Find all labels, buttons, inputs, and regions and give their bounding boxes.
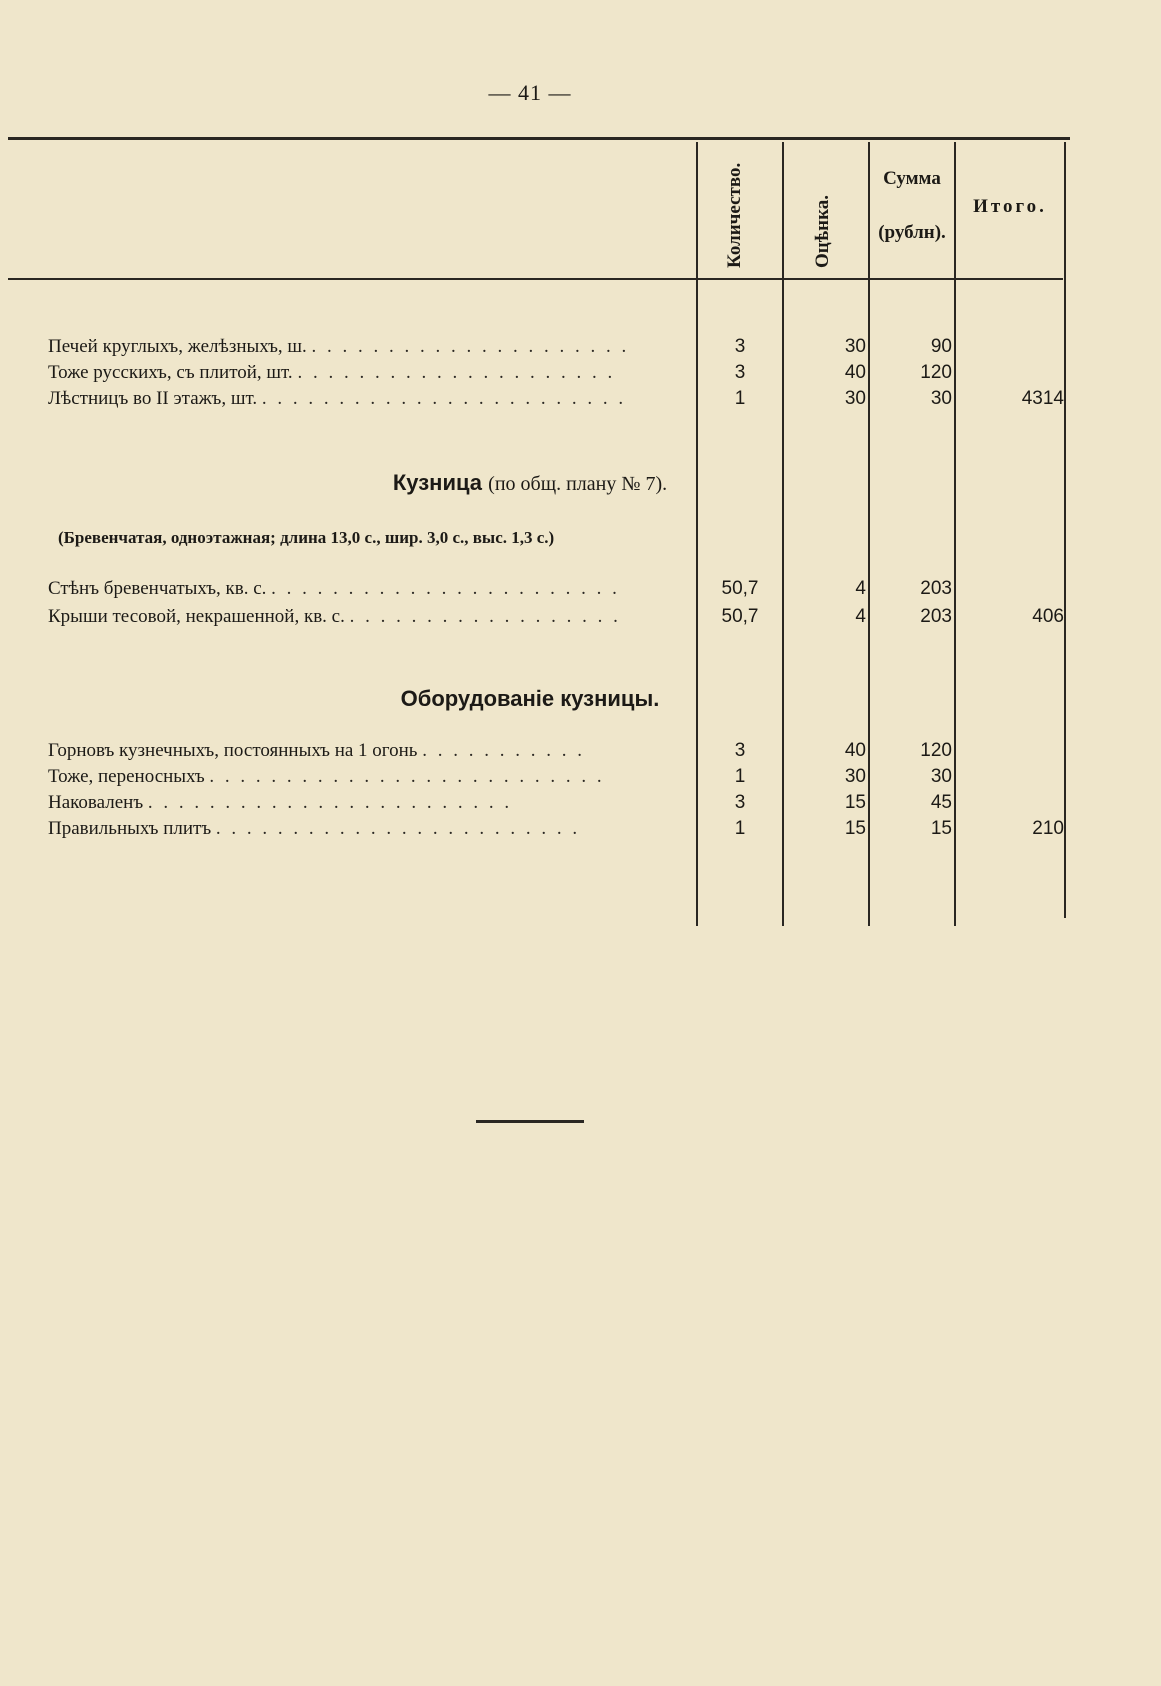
row-rate: 4 — [855, 606, 866, 627]
row-rate: 40 — [844, 740, 866, 761]
row-rate: 30 — [844, 388, 866, 409]
smithy-title-note: (по общ. плану № 7). — [488, 473, 668, 495]
table-row — [0, 388, 1070, 414]
table-row — [0, 578, 1070, 604]
row-rate: 4 — [855, 578, 866, 599]
leader-dots: . . . . . . . . . . . . . . . . . . . . . . . . — [261, 388, 627, 409]
row-qty: 50,7 — [721, 606, 759, 627]
row-label: Горновъ кузнечныхъ, постоянныхъ на 1 огонь — [48, 740, 418, 761]
page-number: — 41 — — [488, 80, 572, 105]
table-top-rule — [8, 137, 1070, 140]
end-rule — [476, 1120, 584, 1123]
row-qty: 1 — [734, 766, 746, 787]
smithy-subtitle: (Бревенчатая, одноэтажная; длина 13,0 с., шир. 3,0 с., выс. 1,3 с.) — [58, 528, 555, 547]
row-rate: 15 — [844, 792, 866, 813]
row-qty: 3 — [734, 336, 746, 357]
row-rate: 30 — [844, 766, 866, 787]
header-total: Итого. — [973, 196, 1047, 217]
row-label: Правильныхъ плитъ — [48, 818, 212, 839]
section-title-smithy — [0, 470, 1060, 496]
section-title-equipment: Оборудованіе кузницы. — [400, 686, 660, 711]
row-qty: 3 — [734, 792, 746, 813]
row-qty: 1 — [734, 818, 746, 839]
leader-dots: . . . . . . . . . . . . . . . . . . — [349, 606, 621, 627]
row-sum: 203 — [920, 606, 952, 627]
header-sum-line2: (рублн). — [878, 222, 946, 243]
table-row — [0, 740, 1070, 766]
leader-dots: . . . . . . . . . . . . . . . . . . . . . . . . . . — [209, 766, 605, 787]
row-sum: 30 — [930, 766, 952, 787]
row-sum: 120 — [920, 740, 952, 761]
row-sum: 30 — [930, 388, 952, 409]
table-header-rule — [8, 278, 1063, 280]
row-label: Тоже, переносныхъ — [48, 766, 205, 787]
row-label: Печей круглыхъ, желѣзныхъ, ш. — [48, 336, 307, 357]
leader-dots: . . . . . . . . . . . . . . . . . . . . . — [297, 362, 616, 383]
row-qty: 3 — [734, 740, 746, 761]
table-row — [0, 362, 1070, 388]
row-label: Лѣстницъ во II этажъ, шт. — [48, 388, 258, 409]
row-rate: 30 — [844, 336, 866, 357]
row-sum: 120 — [920, 362, 952, 383]
leader-dots: . . . . . . . . . . . . . . . . . . . . . — [311, 336, 630, 357]
table-row — [0, 606, 1070, 632]
leader-dots: . . . . . . . . . . . . . . . . . . . . . . . — [271, 578, 620, 599]
row-rate: 15 — [844, 818, 866, 839]
header-rate: Оцѣнка. — [812, 195, 833, 268]
row-total: 210 — [1032, 818, 1064, 839]
table-row — [0, 766, 1070, 792]
row-label: Тоже русскихъ, съ плитой, шт. — [48, 362, 293, 383]
row-sum: 15 — [930, 818, 952, 839]
row-rate: 40 — [844, 362, 866, 383]
row-qty: 1 — [734, 388, 746, 409]
row-sum: 90 — [930, 336, 952, 357]
row-total: 406 — [1032, 606, 1064, 627]
header-quantity: Количество. — [724, 162, 745, 268]
smithy-title: Кузница — [392, 470, 483, 495]
row-total: 4314 — [1021, 388, 1064, 409]
table-row — [0, 818, 1070, 844]
row-sum: 45 — [930, 792, 952, 813]
row-label: Наковаленъ — [48, 792, 144, 813]
table-row — [0, 792, 1070, 818]
leader-dots: . . . . . . . . . . . — [422, 740, 585, 761]
leader-dots: . . . . . . . . . . . . . . . . . . . . . . . . — [215, 818, 581, 839]
leader-dots: . . . . . . . . . . . . . . . . . . . . . . . . — [147, 792, 513, 813]
row-qty: 50,7 — [721, 578, 759, 599]
row-label: Стѣнъ бревенчатыхъ, кв. с. — [48, 578, 267, 599]
row-qty: 3 — [734, 362, 746, 383]
table-row — [0, 336, 1070, 362]
row-label: Крыши тесовой, некрашенной, кв. с. — [48, 606, 345, 627]
row-sum: 203 — [920, 578, 952, 599]
header-sum-line1: Сумма — [883, 168, 941, 189]
